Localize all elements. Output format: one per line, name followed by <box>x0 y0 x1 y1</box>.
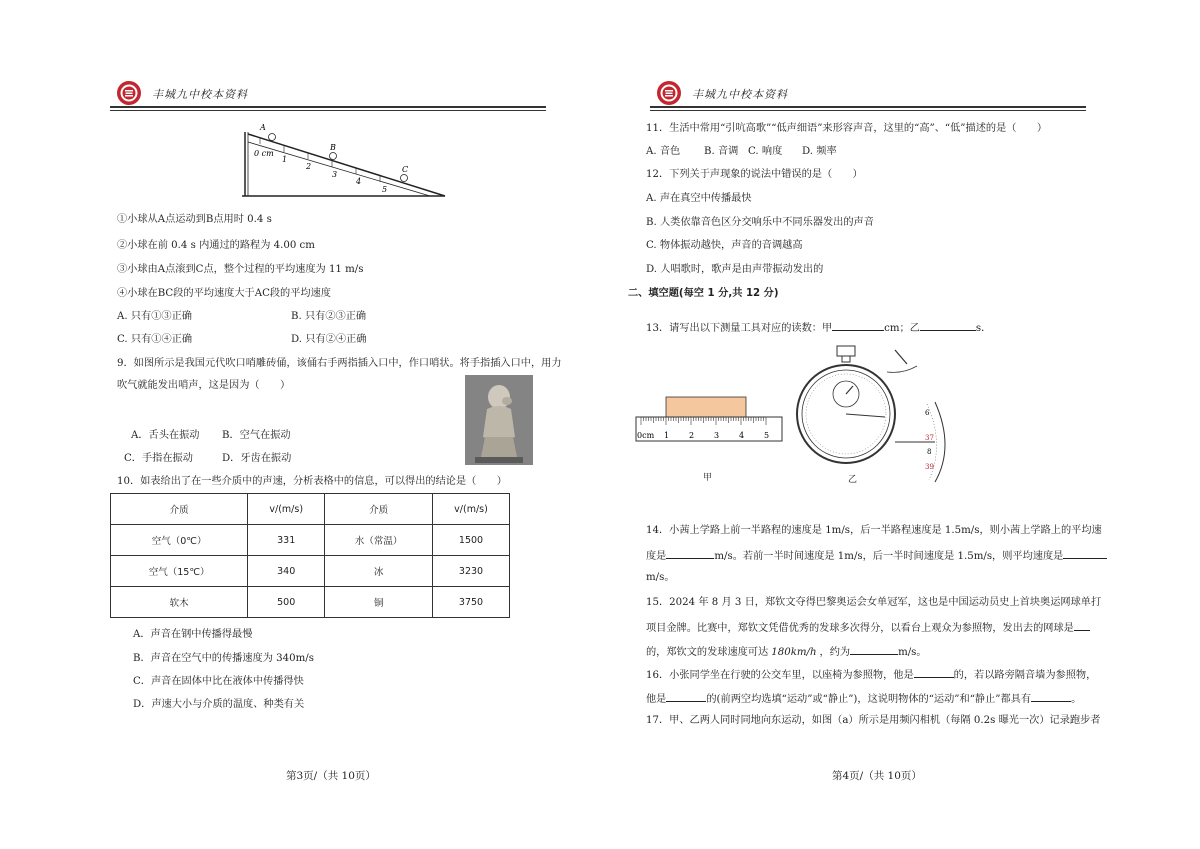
q11-option-c: C. 响度 <box>748 146 783 157</box>
q8-statement-2: ②小球在前 0.4 s 内通过的路程为 4.00 cm <box>117 240 315 251</box>
q11-option-b: B. 音调 <box>704 146 739 157</box>
q12-option-c: C. 物体振动越快，声音的音调越高 <box>646 240 803 251</box>
figurine-photo <box>465 375 533 465</box>
table-cell: 3750 <box>433 587 510 618</box>
q15-line3: 的，郑钦文的发球速度可达 180km/h ，约为 m/s。 <box>646 644 927 660</box>
q10-option-b: B．声音在空气中的传播速度为 340m/s <box>133 653 314 664</box>
tick-label: 2 <box>306 162 312 171</box>
table-cell: 空气（0℃） <box>111 525 248 556</box>
answer-blank[interactable] <box>832 320 884 331</box>
answer-blank[interactable] <box>1074 620 1090 631</box>
q9-option-b: B．空气在振动 <box>222 430 291 441</box>
q11-stem: 11．生活中常用“引吭高歌”“低声细语”来形容声音，这里的“高”、“低”描述的是（ ） <box>646 123 1047 134</box>
table-header: v/(m/s) <box>248 494 325 525</box>
q8-option-c: C. 只有①④正确 <box>117 334 193 345</box>
table-cell: 铜 <box>325 587 433 618</box>
page-header <box>110 80 546 110</box>
q12-option-a: A. 声在真空中传播最快 <box>646 193 752 204</box>
q15-line2: 项目金牌。比赛中，郑钦文凭借优秀的发球多次得分，以看台上观众为参照物，发出去的网球是 <box>646 620 1090 636</box>
q13-stem: 13．请写出以下测量工具对应的读数：甲 cm；乙 s． <box>646 320 991 336</box>
incline-figure <box>240 124 450 200</box>
table-row <box>111 556 510 587</box>
q8-option-b: B. 只有②③正确 <box>291 311 367 322</box>
scale-label: 6 <box>925 409 930 417</box>
q8-statement-1: ①小球从A点运动到B点用时 0.4 s <box>117 214 272 225</box>
q9-option-a: A．舌头在振动 <box>131 430 200 441</box>
table-row <box>111 587 510 618</box>
q10-stem: 10．如表给出了在一些介质中的声速，分析表格中的信息，可以得出的结论是（ ） <box>117 476 507 487</box>
answer-blank[interactable] <box>666 691 706 702</box>
figure-label-jia: 甲 <box>703 473 713 483</box>
table-cell: 水（常温） <box>325 525 433 556</box>
q8-option-d: D. 只有②④正确 <box>291 334 367 345</box>
sound-speed-table <box>110 493 510 618</box>
section-heading: 二、填空题(每空 1 分,共 12 分) <box>628 288 779 299</box>
q12-stem: 12．下列关于声现象的说法中错误的是（ ） <box>646 169 863 180</box>
school-name: 丰城九中校本资料 <box>152 88 248 101</box>
school-logo-icon <box>116 80 142 106</box>
answer-blank[interactable] <box>914 667 954 678</box>
table-cell: 冰 <box>325 556 433 587</box>
q16-line2: 他是 的(前两空均选填“运动”或“静止”)，这说明物体的“运动”和“静止”都具有 。 <box>646 691 1081 707</box>
q14-line3: m/s。 <box>646 572 675 583</box>
point-b-label: B <box>330 143 336 152</box>
q11-option-d: D. 频率 <box>802 146 837 157</box>
q14-line1: 14．小茜上学路上前一半路程的速度是 1m/s，后一半路程速度是 1.5m/s，则小茜上学路上的平均速 <box>646 525 1102 536</box>
q8-option-a: A. 只有①③正确 <box>117 311 192 322</box>
table-row <box>111 525 510 556</box>
ruler-tick-label: 3 <box>714 431 720 440</box>
q14-line2: 度是 m/s。若前一半时间速度是 1m/s，后一半时间速度是 1.5m/s，则平均速度是 <box>646 548 1107 564</box>
table-cell: 1500 <box>433 525 510 556</box>
ruler-zero-label: 0cm <box>637 431 655 440</box>
table-header-row <box>111 494 510 525</box>
scale-label: 39 <box>925 463 934 471</box>
table-header: v/(m/s) <box>433 494 510 525</box>
q10-option-d: D．声速大小与介质的温度、种类有关 <box>133 699 305 710</box>
school-logo-icon <box>656 80 682 106</box>
page-header <box>650 80 1086 110</box>
q10-option-a: A．声音在钢中传播得最慢 <box>133 629 253 640</box>
answer-blank[interactable] <box>1031 691 1071 702</box>
page-footer: 第3页/（共 10页） <box>286 770 376 782</box>
q9-stem-line1: 9．如图所示是我国元代吹口哨雕砖俑，该俑右手两指插入口中，作口哨状。将手指插入口中，用力 <box>117 358 562 369</box>
q9-option-d: D．牙齿在振动 <box>222 453 292 464</box>
table-header: 介质 <box>111 494 248 525</box>
table-cell: 空气（15℃） <box>111 556 248 587</box>
tick-label: 1 <box>282 155 288 164</box>
q10-option-c: C．声音在固体中比在液体中传播得快 <box>133 676 304 687</box>
answer-blank[interactable] <box>666 548 714 559</box>
table-cell: 331 <box>248 525 325 556</box>
scale-label: 37 <box>925 434 934 442</box>
table-cell: 500 <box>248 587 325 618</box>
q9-stem-line2: 吹气就能发出哨声，这是因为（ ） <box>117 380 291 391</box>
point-a-label: A <box>260 124 266 132</box>
q12-option-b: B. 人类依靠音色区分交响乐中不同乐器发出的声音 <box>646 217 874 228</box>
q16-line1: 16．小张同学坐在行驶的公交车里，以座椅为参照物，他是 的，若以路旁隔音墙为参照物， <box>646 667 1096 683</box>
answer-blank[interactable] <box>850 644 898 655</box>
table-cell: 3230 <box>433 556 510 587</box>
table-cell: 340 <box>248 556 325 587</box>
ruler-tick-label: 5 <box>764 431 770 440</box>
zero-cm-label: 0 cm <box>254 149 274 158</box>
scale-label: 8 <box>927 448 932 456</box>
ruler-figure <box>634 393 784 445</box>
table-cell: 软木 <box>111 587 248 618</box>
page-4 <box>600 0 1200 849</box>
figure-label-yi: 乙 <box>848 475 858 485</box>
q15-line1: 15．2024 年 8 月 3 日，郑钦文夺得巴黎奥运会女单冠军，这也是中国运动员史上首块奥运网球单打 <box>646 597 1102 608</box>
answer-blank[interactable] <box>1063 548 1107 559</box>
q17-line1: 17．甲、乙两人同时同地向东运动，如图（a）所示是用频闪相机（每隔 0.2s 曝光一次）记录跑步者 <box>646 715 1101 726</box>
tick-label: 5 <box>382 185 388 194</box>
tick-label: 3 <box>332 170 338 179</box>
ruler-tick-label: 2 <box>689 431 695 440</box>
q9-option-c: C．手指在振动 <box>124 453 193 464</box>
answer-blank[interactable] <box>920 320 976 331</box>
stopwatch-figure <box>795 342 955 492</box>
q8-statement-4: ④小球在BC段的平均速度大于AC段的平均速度 <box>117 288 331 299</box>
ruler-tick-label: 1 <box>664 431 670 440</box>
tick-label: 4 <box>356 177 362 186</box>
point-c-label: C <box>402 165 409 174</box>
page-footer: 第4页/（共 10页） <box>832 770 922 782</box>
table-header: 介质 <box>325 494 433 525</box>
school-name: 丰城九中校本资料 <box>692 88 788 101</box>
q12-option-d: D. 人唱歌时，歌声是由声带振动发出的 <box>646 264 824 275</box>
ruler-tick-label: 4 <box>739 431 745 440</box>
q8-statement-3: ③小球由A点滚到C点，整个过程的平均速度为 11 m/s <box>117 264 364 275</box>
q11-option-a: A. 音色 <box>646 146 681 157</box>
